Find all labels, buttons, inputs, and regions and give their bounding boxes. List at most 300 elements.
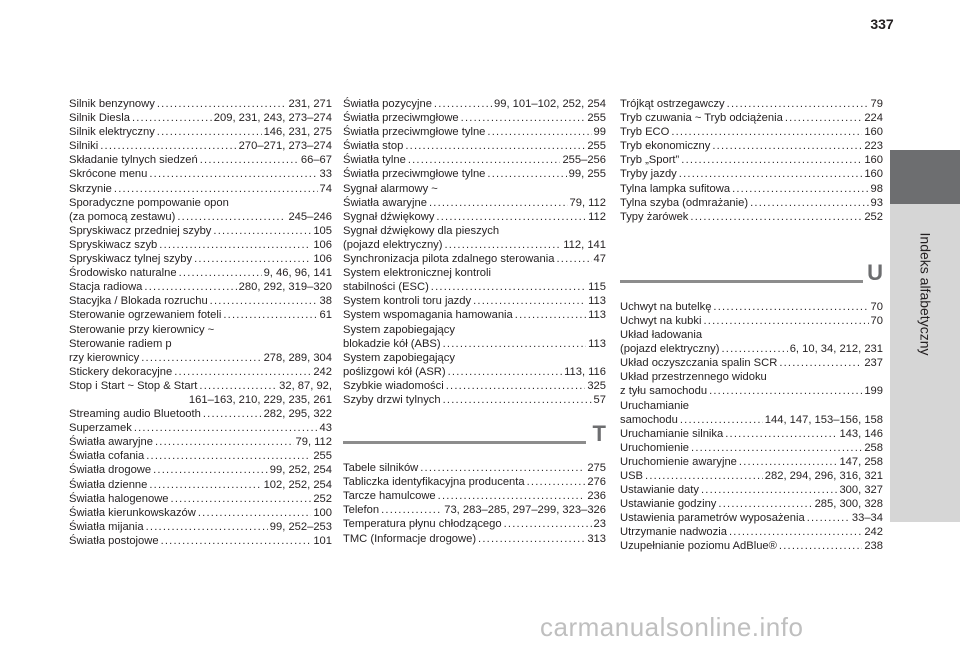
page-references: 209, 231, 243, 273–274 [213, 112, 332, 125]
index-entry [620, 167, 883, 181]
dot-leader [750, 196, 868, 210]
page-references: 255 [313, 450, 332, 463]
index-entry [343, 489, 606, 503]
index-entry-heading: Sterowanie radiem p [69, 337, 172, 350]
dot-leader [703, 314, 868, 328]
dot-leader [487, 167, 566, 181]
index-entry [69, 182, 332, 196]
index-term: Światła mijania [69, 520, 144, 533]
index-term: Stickery dekoracyjne [69, 365, 173, 378]
index-term: blokadzie kół (ABS) [343, 337, 441, 350]
dot-leader [807, 511, 850, 525]
index-term: Składanie tylnych siedzeń [69, 154, 198, 167]
page-references: 300, 327 [839, 484, 883, 497]
index-entry [620, 427, 883, 441]
page-references: 101 [313, 534, 332, 547]
dot-leader [504, 517, 592, 531]
page-references: 278, 289, 304 [263, 351, 332, 364]
index-term: Światła przeciwmgłowe [343, 112, 459, 125]
index-entry [343, 111, 606, 125]
dot-leader [146, 520, 268, 534]
index-entry [620, 525, 883, 539]
dot-leader [420, 461, 585, 475]
page-references: 57 [593, 393, 606, 406]
dot-leader [701, 483, 837, 497]
dot-leader [725, 427, 837, 441]
index-entry [69, 167, 332, 181]
index-entry [343, 196, 606, 210]
index-entry [620, 384, 883, 398]
index-entry [69, 153, 332, 167]
index-entry [343, 308, 606, 322]
page-references: 280, 292, 319–320 [238, 281, 332, 294]
index-entry [69, 238, 332, 252]
dot-leader [679, 167, 863, 181]
index-term: Szyby drzwi tylnych [343, 393, 441, 406]
index-term: stabilności (ESC) [343, 281, 429, 294]
index-term: Skrócone menu [69, 168, 148, 181]
index-term: Typy żarówek [620, 210, 689, 223]
dot-leader [431, 280, 586, 294]
dot-leader [203, 407, 262, 421]
section-heading-u [620, 256, 883, 300]
index-term: Uchwyt na kubki [620, 314, 702, 327]
dot-leader [690, 210, 862, 224]
index-entry [69, 506, 332, 520]
index-entry [69, 534, 332, 548]
index-entry [69, 351, 332, 365]
index-entry [620, 153, 883, 167]
page-references: 9, 46, 96, 141 [263, 267, 332, 280]
index-term: (za pomocą zestawu) [69, 210, 176, 223]
index-entry [343, 365, 606, 379]
index-entry-continuation: 161–163, 210, 229, 235, 261 [188, 393, 332, 406]
index-entry [620, 125, 883, 139]
page-references: 73, 283–285, 297–299, 323–326 [444, 504, 606, 517]
index-entry [343, 280, 606, 294]
page-references: 252 [313, 492, 332, 505]
index-entry [343, 532, 606, 546]
index-term: Środowisko naturalne [69, 267, 177, 280]
page-references: 255 [587, 140, 606, 153]
index-term: Światła drogowe [69, 464, 152, 477]
index-entry [343, 503, 606, 517]
dot-leader [429, 196, 568, 210]
index-term: (pojazd elektryczny) [343, 238, 443, 251]
dot-leader [680, 413, 763, 427]
index-term: Ustawianie daty [620, 484, 699, 497]
dot-leader [198, 506, 311, 520]
index-entry [620, 356, 883, 370]
dot-leader [645, 469, 763, 483]
dot-leader [153, 463, 268, 477]
index-term: System kontroli toru jazdy [343, 295, 472, 308]
index-term: Sterowanie ogrzewaniem foteli [69, 309, 222, 322]
index-term: USB [620, 469, 644, 482]
page-references: 160 [864, 154, 883, 167]
index-column-2 [343, 97, 606, 546]
dot-leader [732, 182, 868, 196]
dot-leader [141, 351, 261, 365]
index-term: Światła pozycyjne [343, 98, 432, 110]
dot-leader [478, 532, 585, 546]
section-rule [620, 280, 863, 283]
index-term: Spryskiwacz tylnej szyby [69, 253, 193, 266]
index-term: Skrzynie [69, 182, 112, 195]
index-term: Światła cofania [69, 450, 145, 463]
index-entry [343, 393, 606, 407]
page-references: 99 [593, 126, 606, 139]
page-references: 242 [313, 365, 332, 378]
page-references: 275 [587, 462, 606, 475]
index-entry [69, 379, 332, 393]
page-references: 199 [864, 385, 883, 398]
dot-leader [157, 125, 262, 139]
dot-leader [527, 475, 586, 489]
dot-leader [718, 497, 812, 511]
dot-leader [443, 393, 592, 407]
side-tab-text: Indeks alfabetyczny [917, 232, 933, 356]
page-references: 258 [864, 441, 883, 454]
dot-leader [159, 238, 311, 252]
dot-leader [681, 153, 862, 167]
index-entry [69, 125, 332, 139]
page-references: 66–67 [300, 154, 332, 167]
index-entry [620, 210, 883, 224]
index-term: Uzupełnianie poziomu AdBlue® [620, 540, 777, 553]
index-term: Sygnał dźwiękowy [343, 210, 435, 223]
dot-leader [223, 308, 317, 322]
page-references: 112 [588, 210, 606, 223]
page-references: 160 [864, 168, 883, 181]
index-entry [69, 421, 332, 435]
index-term: Silnik benzynowy [69, 98, 155, 110]
dot-leader [436, 210, 586, 224]
index-term: Układ oczyszczania spalin SCR [620, 357, 778, 370]
index-term: Światła stop [343, 140, 404, 153]
section-rule [343, 441, 586, 444]
index-entry [343, 238, 606, 252]
page-references: 99, 101–102, 252, 254 [494, 98, 606, 110]
index-entry [620, 511, 883, 525]
dot-leader [779, 356, 862, 370]
index-term: Tabliczka identyfikacyjna producenta [343, 476, 525, 489]
index-entry [620, 196, 883, 210]
section-letter: T [592, 421, 606, 447]
index-entry [620, 314, 883, 328]
index-term: Tabele silników [343, 462, 419, 475]
index-entry [620, 469, 883, 483]
index-term: Światła kierunkowskazów [69, 506, 196, 519]
dot-leader [146, 449, 311, 463]
page-references: 231, 271 [288, 98, 332, 110]
index-term: Tylna lampka sufitowa [620, 182, 731, 195]
dot-leader [444, 238, 561, 252]
index-entry-heading: Sygnał dźwiękowy dla pieszych [343, 224, 500, 237]
index-term: Tylna szyba (odmrażanie) [620, 196, 749, 209]
index-entry-heading: Uruchamianie [620, 399, 690, 412]
dot-leader [114, 182, 318, 196]
page-references: 43 [319, 422, 332, 435]
index-term: Światła przeciwmgłowe tylne [343, 168, 486, 181]
index-entry-heading: System zapobiegający [343, 323, 455, 336]
index-entry-heading: System zapobiegający [343, 351, 455, 364]
index-entry [343, 252, 606, 266]
index-entry [343, 139, 606, 153]
dot-leader [487, 125, 591, 139]
index-entry [69, 478, 332, 492]
index-term: Ustawienia parametrów wyposażenia [620, 512, 805, 525]
dot-leader [713, 300, 868, 314]
page-references: 79, 112 [569, 196, 606, 209]
page-references: 113 [588, 295, 606, 308]
dot-leader [381, 503, 442, 517]
page-references: 79 [870, 98, 883, 110]
page-references: 38 [319, 295, 332, 308]
page-references: 99, 255 [568, 168, 606, 181]
page-references: 70 [870, 300, 883, 313]
index-term: Tryb ekonomiczny [620, 140, 711, 153]
dot-leader [671, 125, 862, 139]
page-references: 285, 300, 328 [814, 498, 883, 511]
index-entry [69, 435, 332, 449]
index-term: Stacja radiowa [69, 281, 143, 294]
index-entry [69, 492, 332, 506]
dot-leader [155, 435, 294, 449]
index-term: Uruchamianie silnika [620, 427, 724, 440]
index-entry-heading: Sterowanie przy kierownicy ~ [69, 323, 215, 336]
side-tab-marker [890, 150, 960, 204]
dot-leader [157, 97, 287, 111]
page-references: 105 [313, 224, 332, 237]
page-references: 282, 294, 296, 316, 321 [764, 469, 883, 482]
index-entry-heading: Sporadyczne pompowanie opon [69, 196, 229, 209]
section-letter: U [867, 259, 883, 285]
page-references: 100 [313, 506, 332, 519]
dot-leader [448, 365, 563, 379]
page-references: 223 [864, 140, 883, 153]
dot-leader [712, 139, 862, 153]
page-references: 270–271, 273–274 [238, 140, 332, 153]
page-references: 102, 252, 254 [263, 478, 332, 491]
page-references: 106 [313, 253, 332, 266]
index-term: Tryb „Sport” [620, 154, 680, 167]
index-term: Uruchomienie awaryjne [620, 455, 737, 468]
index-entry [69, 294, 332, 308]
page-references: 160 [864, 126, 883, 139]
page-references: 242 [864, 526, 883, 539]
index-term: Światła halogenowe [69, 492, 169, 505]
dot-leader [179, 266, 262, 280]
index-term: Światła dzienne [69, 478, 148, 491]
index-term: Spryskiwacz przedniej szyby [69, 224, 212, 237]
page-references: 32, 87, 92, [279, 379, 332, 392]
index-entry [69, 407, 332, 421]
dot-leader [134, 421, 318, 435]
dot-leader [408, 153, 561, 167]
dot-leader [132, 111, 212, 125]
dot-leader [210, 294, 318, 308]
dot-leader [149, 478, 261, 492]
index-entry [343, 153, 606, 167]
dot-leader [556, 252, 591, 266]
index-entry [69, 97, 332, 111]
page-references: 113, 116 [564, 365, 606, 378]
page-references: 255–256 [562, 154, 606, 167]
index-term: Światła awaryjne [343, 196, 427, 209]
page-references: 33 [319, 168, 332, 181]
index-term: Superzamek [69, 422, 132, 435]
index-term: Tryb czuwania ~ Tryb odciążenia [620, 112, 783, 125]
index-term: System wspomagania hamowania [343, 309, 513, 322]
index-column-1 [69, 97, 332, 548]
index-entry [343, 475, 606, 489]
page-references: 106 [313, 238, 332, 251]
page-number: 337 [870, 16, 894, 32]
index-entry [620, 539, 883, 553]
index-entry-heading: Układ ładowania [620, 329, 703, 342]
dot-leader [727, 97, 869, 111]
page-references: 238 [864, 540, 883, 553]
index-entry [69, 280, 332, 294]
index-term: Streaming audio Bluetooth [69, 408, 201, 421]
index-entry [343, 125, 606, 139]
index-entry [620, 300, 883, 314]
dot-leader [434, 97, 492, 111]
page-references: 112, 141 [563, 238, 606, 251]
page-references: 6, 10, 34, 212, 231 [789, 343, 883, 356]
index-term: rzy kierownicy [69, 351, 140, 364]
index-term: Telefon [343, 504, 380, 517]
index-term: Tryby jazdy [620, 168, 677, 181]
page-references: 237 [864, 357, 883, 370]
index-term: TMC (Informacje drogowe) [343, 532, 477, 545]
dot-leader [199, 379, 277, 393]
index-entry [620, 111, 883, 125]
dot-leader [171, 492, 312, 506]
dot-leader [446, 379, 586, 393]
dot-leader [149, 167, 317, 181]
index-term: Uchwyt na butelkę [620, 300, 712, 313]
index-term: Synchronizacja pilota zdalnego sterowania [343, 253, 555, 266]
index-term: Spryskiwacz szyb [69, 238, 158, 251]
index-entry-heading: System elektronicznej kontroli [343, 267, 491, 280]
index-entry [69, 252, 332, 266]
index-entry [620, 413, 883, 427]
page-references: 236 [587, 490, 606, 503]
page-references: 245–246 [288, 210, 332, 223]
index-entry-heading: Układ przestrzennego widoku [620, 371, 767, 384]
page-references: 224 [864, 112, 883, 125]
dot-leader [473, 294, 586, 308]
dot-leader [739, 455, 838, 469]
index-entry [69, 308, 332, 322]
index-entry [69, 520, 332, 534]
index-term: z tyłu samochodu [620, 385, 708, 398]
index-entry [343, 517, 606, 531]
index-term: samochodu [620, 413, 678, 426]
dot-leader [785, 111, 863, 125]
side-tab-label [890, 204, 960, 384]
dot-leader [691, 441, 862, 455]
page-references: 276 [587, 476, 606, 489]
index-term: Szybkie wiadomości [343, 379, 444, 392]
dot-leader [729, 525, 862, 539]
dot-leader [443, 337, 587, 351]
dot-leader [515, 308, 586, 322]
page-references: 113 [588, 337, 606, 350]
page-references: 61 [319, 309, 332, 322]
dot-leader [174, 365, 311, 379]
index-term: Światła awaryjne [69, 436, 153, 449]
index-term: Trójkąt ostrzegawczy [620, 98, 725, 110]
page-references: 79, 112 [295, 436, 332, 449]
index-entry [620, 97, 883, 111]
index-entry [620, 441, 883, 455]
page-references: 255 [587, 112, 606, 125]
dot-leader [100, 139, 236, 153]
watermark-text: carmanualsonline.info [540, 612, 804, 642]
dot-leader [709, 384, 862, 398]
index-entry [69, 365, 332, 379]
dot-leader [161, 534, 312, 548]
index-entry [343, 379, 606, 393]
page-references: 33–34 [851, 512, 883, 525]
dot-leader [438, 489, 586, 503]
dot-leader [177, 210, 286, 224]
index-term: Światła tylne [343, 154, 406, 167]
index-entry [69, 224, 332, 238]
page-references: 113 [588, 309, 606, 322]
index-term: poślizgowi kół (ASR) [343, 365, 446, 378]
index-term: Światła postojowe [69, 534, 159, 547]
index-entry [69, 449, 332, 463]
index-column-3 [620, 97, 883, 554]
index-entry [69, 266, 332, 280]
dot-leader [461, 111, 586, 125]
dot-leader [194, 252, 311, 266]
page-references: 282, 295, 322 [263, 408, 332, 421]
index-entry [69, 139, 332, 153]
dot-leader [405, 139, 585, 153]
index-term: Ustawianie godziny [620, 498, 717, 511]
dot-leader [779, 539, 862, 553]
page-references: 23 [593, 518, 606, 531]
index-term: Utrzymanie nadwozia [620, 526, 727, 539]
index-entry [343, 294, 606, 308]
index-entry [620, 182, 883, 196]
index-term: Stop i Start ~ Stop & Start [69, 379, 198, 392]
index-entry-heading: Sygnał alarmowy ~ [343, 182, 438, 195]
page-references: 252 [864, 210, 883, 223]
page-references: 115 [588, 281, 606, 294]
index-entry [620, 483, 883, 497]
page-references: 143, 146 [839, 427, 883, 440]
dot-leader [144, 280, 236, 294]
index-term: (pojazd elektryczny) [620, 343, 720, 356]
page-references: 146, 231, 275 [263, 126, 332, 139]
page-references: 99, 252–253 [269, 520, 332, 533]
index-entry [343, 337, 606, 351]
dot-leader [200, 153, 299, 167]
index-entry [69, 210, 332, 224]
index-entry [620, 497, 883, 511]
index-entry [620, 139, 883, 153]
index-entry [620, 455, 883, 469]
index-term: Silnik elektryczny [69, 126, 155, 139]
index-term: Uruchomienie [620, 441, 690, 454]
section-heading-t [343, 417, 606, 461]
